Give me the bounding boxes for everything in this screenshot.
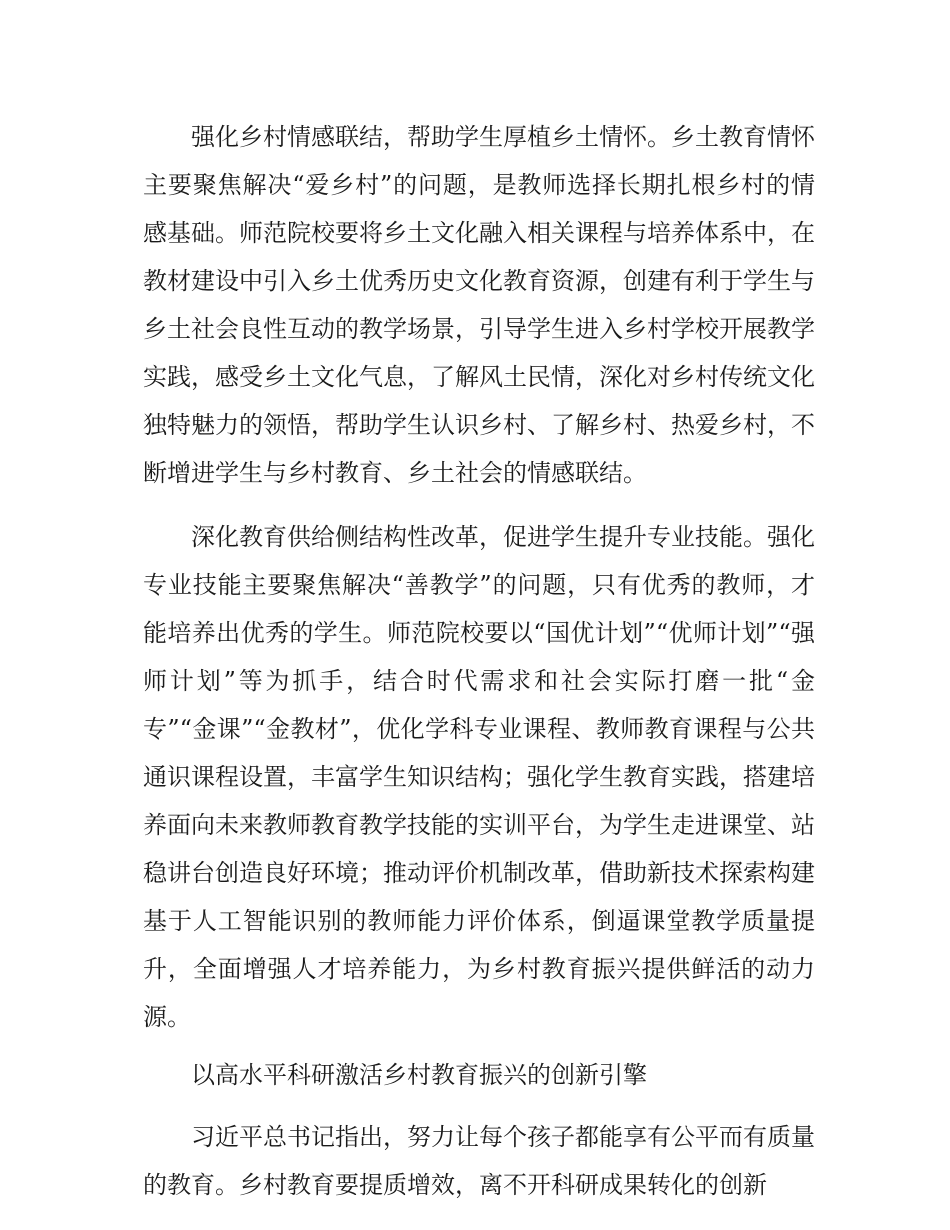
body-paragraph: 习近平总书记指出，努力让每个孩子都能享有公平而有质量的教育。乡村教育要提质增效，离不开科研成果转化的创新 — [143, 1123, 815, 1199]
section-heading: 以高水平科研激活乡村教育振兴的创新引擎 — [191, 1061, 647, 1089]
body-paragraph: 强化乡村情感联结，帮助学生厚植乡土情怀。乡土教育情怀主要聚焦解决“爱乡村”的问题，是教师选择长期扎根乡村的情感基础。师范院校要将乡土文化融入相关课程与培养体系中，在教材建设中引入乡土优秀历史文化教育资源，创建有利于学生与乡土社会良性互动的教学场景，引导学生进入乡村学校开展教学实践，感受乡土文化气息，了解风土民情，深化对乡村传统文化独特魅力的领悟，帮助学生认识乡村、了解乡村、热爱乡村，不断增进学生与乡村教育、乡土社会的情感联结。 — [143, 123, 815, 487]
document-body — [143, 113, 815, 1209]
body-paragraph: 深化教育供给侧结构性改革，促进学生提升专业技能。强化专业技能主要聚焦解决“善教学”的问题，只有优秀的教师，才能培养出优秀的学生。师范院校要以“国优计划”“优师计划”“强师计划”等为抓手，结合时代需求和社会实际打磨一批“金专”“金课”“金教材”，优化学科专业课程、教师教育课程与公共通识课程设置，丰富学生知识结构；强化学生教育实践，搭建培养面向未来教师教育教学技能的实训平台，为学生走进课堂、站稳讲台创造良好环境；推动评价机制改革，借助新技术探索构建基于人工智能识别的教师能力评价体系，倒逼课堂教学质量提升，全面增强人才培养能力，为乡村教育振兴提供鲜活的动力源。 — [143, 523, 815, 1031]
